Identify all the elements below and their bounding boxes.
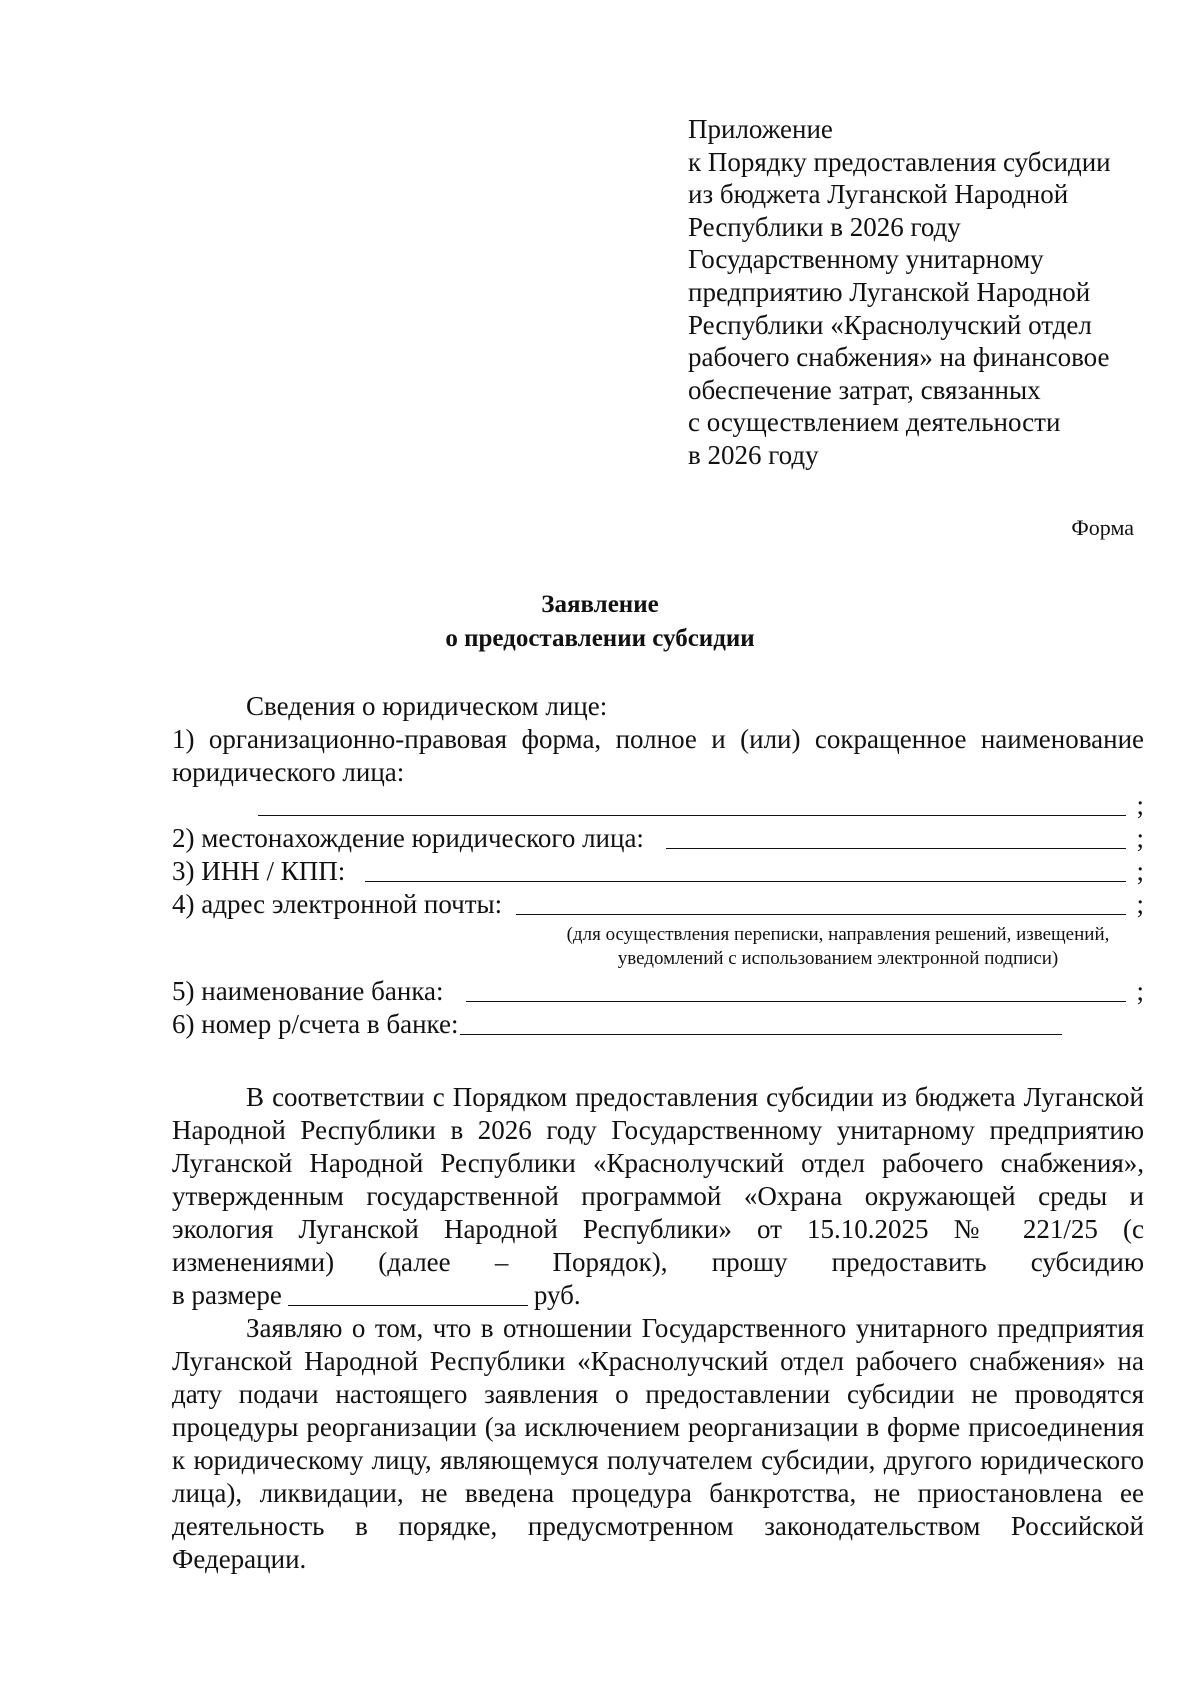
info-item-1-label: 1) организационно-правовая форма, полное и (или) сокращенное наименование юридического лица: — [172, 724, 1144, 787]
paragraph-1: В соответствии с Порядком предоставления субсидии из бюджета Луганской Народной Республики в 2026 году Государственному унитарному предприятию Луганской Народной Республики «Краснолучский отдел рабочего снабжения», утвержденным государственной программой «Охрана окружающей среды и экология Луганской Народной Республики» от 15.10.2025 № 221/25 (с изменениями) (далее – Порядок), прошу предоставить субсидию — [172, 1082, 1144, 1277]
spacer — [172, 1041, 1144, 1081]
appendix-line: Государственному унитарному — [688, 244, 1044, 275]
info-item-2-label: 2) местонахождение юридического лица: — [172, 823, 644, 853]
amount-blank[interactable] — [288, 1283, 528, 1306]
semicolon: ; — [1136, 823, 1144, 853]
appendix-line: рабочего снабжения» на финансовое — [688, 342, 1110, 373]
account-number-blank[interactable] — [460, 1033, 1062, 1035]
info-item-4-field — [172, 888, 1144, 921]
appendix-block — [688, 113, 1111, 472]
form-label: Форма — [1071, 515, 1134, 540]
inn-kpp-blank[interactable] — [365, 880, 1126, 882]
amount-prefix: в размере — [172, 1280, 282, 1310]
appendix-line: к Порядку предоставления субсидии — [688, 146, 1111, 177]
info-item-2-field — [172, 822, 1144, 855]
appendix-line: Республики «Краснолучский отдел — [688, 309, 1092, 340]
info-item-3-field — [172, 855, 1144, 888]
semicolon: ; — [1136, 976, 1144, 1006]
info-item-3-label: 3) ИНН / КПП: — [172, 856, 346, 886]
org-name-blank[interactable] — [258, 814, 1126, 816]
info-item-6-field — [172, 1008, 1144, 1041]
info-heading: Сведения о юридическом лице: — [246, 691, 608, 721]
paragraph-2: Заявляю о том, что в отношении Государственного унитарного предприятия Луганской Народной Республики «Краснолучский отдел рабочего снабжения» на дату подачи настоящего заявления о предоставлении субсидии не проводятся процедуры реорганизации (за исключением реорганизации в форме присоединения к юридическому лицу, являющемуся получателем субсидии, другого юридического лица), ликвидации, не введена процедура банкротства, не приостановлена ее деятельность в порядке, предусмотренном законодательством Российской Федерации. — [172, 1313, 1144, 1574]
info-item-1-field — [172, 789, 1144, 822]
semicolon: ; — [1136, 790, 1144, 820]
bank-name-blank[interactable] — [466, 1000, 1126, 1002]
info-item-5-field — [172, 975, 1144, 1008]
email-note-line-1: (для осуществления переписки, направления решений, извещений, — [566, 924, 1110, 945]
appendix-line: в 2026 году — [688, 439, 819, 470]
info-item-4-label: 4) адрес электронной почты: — [172, 889, 503, 919]
appendix-line: предприятию Луганской Народной — [688, 276, 1091, 307]
amount-suffix: руб. — [533, 1280, 581, 1310]
appendix-line: с осуществлением деятельности — [688, 407, 1061, 438]
email-blank[interactable] — [516, 913, 1126, 915]
location-blank[interactable] — [666, 847, 1126, 849]
info-item-6-label: 6) номер р/счета в банке: — [172, 1009, 459, 1039]
appendix-line: Приложение — [688, 114, 833, 144]
document-body — [172, 690, 1144, 1576]
semicolon: ; — [1136, 856, 1144, 886]
title-line-1: Заявление — [541, 591, 659, 618]
appendix-line: обеспечение затрат, связанных — [688, 374, 1041, 405]
title-line-2: о предоставлении субсидии — [445, 625, 755, 652]
appendix-line: из бюджета Луганской Народной — [688, 179, 1069, 210]
semicolon: ; — [1136, 889, 1144, 919]
paragraph-1-amount-line — [172, 1279, 1144, 1312]
appendix-line: Республики в 2026 году — [688, 211, 961, 242]
document-title — [0, 588, 1200, 656]
info-item-5-label: 5) наименование банка: — [172, 976, 444, 1006]
email-note-line-2: уведомлений с использованием электронной подписи) — [617, 948, 1059, 969]
email-note — [172, 923, 1144, 971]
